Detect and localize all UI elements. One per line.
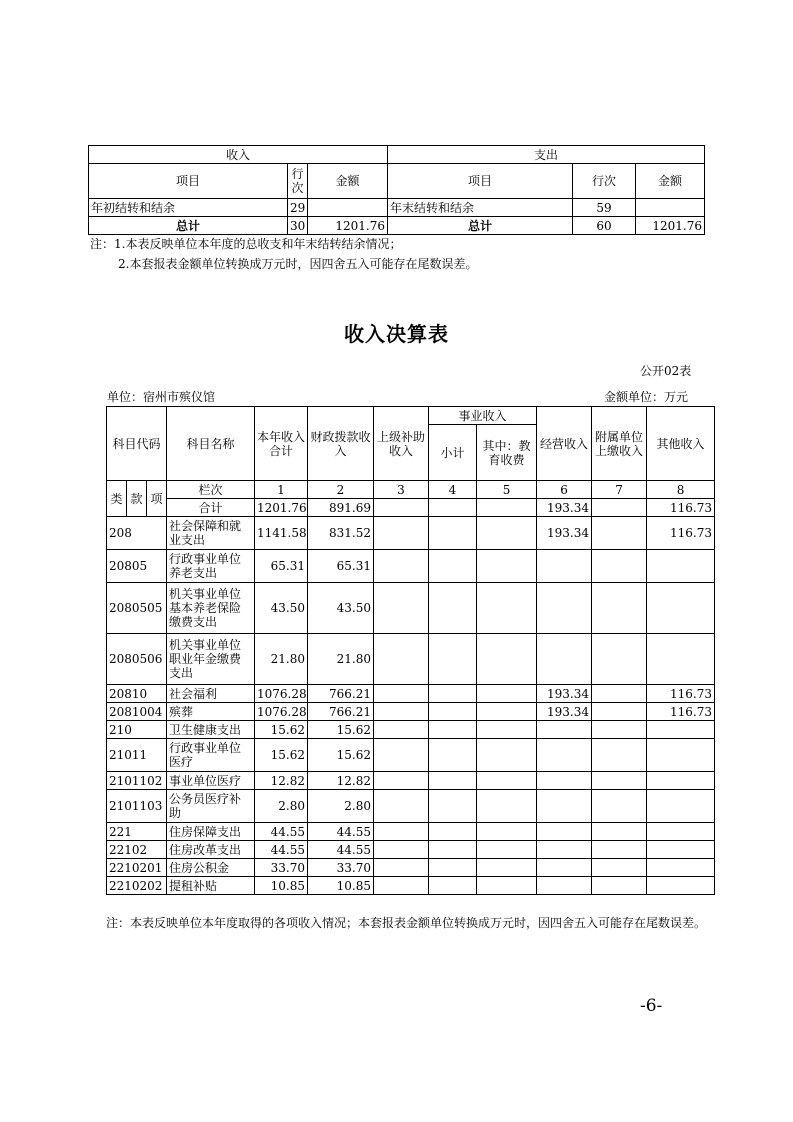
header-total: 本年收入合计 xyxy=(255,407,308,481)
row-fiscal: 891.69 xyxy=(308,499,374,517)
table1-note-2: 2.本套报表金额单位转换成万元时，因四舍五入可能存在尾数误差。 xyxy=(118,257,478,271)
row-name: 社会保障和就业支出 xyxy=(167,517,255,550)
col-amount-left: 金额 xyxy=(308,164,388,199)
header-kuan: 款 xyxy=(127,481,147,517)
row-code: 2210201 xyxy=(107,859,167,877)
row-other: 116.73 xyxy=(647,685,715,703)
income-table xyxy=(106,406,715,895)
row-total: 1076.28 xyxy=(255,685,308,703)
table-row xyxy=(107,790,715,823)
item-left: 总计 xyxy=(89,217,288,235)
row-right: 59 xyxy=(573,199,636,217)
header-edu: 其中：教育收费 xyxy=(477,425,537,481)
colnum-5: 5 xyxy=(477,481,537,499)
row-code: 20810 xyxy=(107,685,167,703)
table-row xyxy=(107,634,715,685)
header-code: 科目代码 xyxy=(107,407,167,481)
row-operating: 193.34 xyxy=(537,499,592,517)
header-business: 事业收入 xyxy=(429,407,537,425)
form-code: 公开02表 xyxy=(640,364,692,378)
row-code: 22102 xyxy=(107,841,167,859)
colnum-7: 7 xyxy=(592,481,647,499)
amount-left: 1201.76 xyxy=(308,217,388,235)
row-total: 21.80 xyxy=(255,634,308,685)
row-name: 公务员医疗补助 xyxy=(167,790,255,823)
row-fiscal: 2.80 xyxy=(308,790,374,823)
header-upper: 上级补助收入 xyxy=(374,407,429,481)
row-operating: 193.34 xyxy=(537,685,592,703)
amount-left xyxy=(308,199,388,217)
summary-table xyxy=(88,145,705,235)
row-code: 20805 xyxy=(107,550,167,583)
row-fiscal: 44.55 xyxy=(308,823,374,841)
row-code: 210 xyxy=(107,721,167,739)
item-right: 年末结转和结余 xyxy=(388,199,573,217)
row-name: 住房改革支出 xyxy=(167,841,255,859)
table-row xyxy=(107,583,715,634)
row-code: 221 xyxy=(107,823,167,841)
header-lei: 类 xyxy=(107,481,127,517)
row-fiscal: 43.50 xyxy=(308,583,374,634)
row-code: 208 xyxy=(107,517,167,550)
row-total: 15.62 xyxy=(255,721,308,739)
item-right: 总计 xyxy=(388,217,573,235)
colnum-3: 3 xyxy=(374,481,429,499)
colnum-6: 6 xyxy=(537,481,592,499)
table-row xyxy=(107,841,715,859)
row-name: 殡葬 xyxy=(167,703,255,721)
row-other: 116.73 xyxy=(647,499,715,517)
row-other: 116.73 xyxy=(647,517,715,550)
income-header: 收入 xyxy=(89,146,388,164)
row-fiscal: 44.55 xyxy=(308,841,374,859)
table-row xyxy=(89,217,705,235)
row-other: 116.73 xyxy=(647,703,715,721)
header-operating: 经营收入 xyxy=(537,407,592,481)
row-name: 事业单位医疗 xyxy=(167,772,255,790)
table-row xyxy=(107,772,715,790)
page-number: -6- xyxy=(640,996,663,1016)
row-code: 2081004 xyxy=(107,703,167,721)
row-code: 2080506 xyxy=(107,634,167,685)
row-total: 43.50 xyxy=(255,583,308,634)
row-fiscal: 766.21 xyxy=(308,703,374,721)
row-total: 44.55 xyxy=(255,823,308,841)
row-total: 10.85 xyxy=(255,877,308,895)
table-row xyxy=(107,739,715,772)
row-name: 合计 xyxy=(167,499,255,517)
row-fiscal: 12.82 xyxy=(308,772,374,790)
row-code: 2210202 xyxy=(107,877,167,895)
col-item-left: 项目 xyxy=(89,164,288,199)
header-affiliate: 附属单位上缴收入 xyxy=(592,407,647,481)
table-row xyxy=(107,703,715,721)
table-row xyxy=(107,517,715,550)
row-code: 2101103 xyxy=(107,790,167,823)
row-fiscal: 15.62 xyxy=(308,721,374,739)
amount-right: 1201.76 xyxy=(636,217,705,235)
amount-right xyxy=(636,199,705,217)
row-code: 21011 xyxy=(107,739,167,772)
colnum-4: 4 xyxy=(429,481,477,499)
row-total: 65.31 xyxy=(255,550,308,583)
row-left: 30 xyxy=(288,217,308,235)
row-fiscal: 21.80 xyxy=(308,634,374,685)
col-item-right: 项目 xyxy=(388,164,573,199)
table2-note: 注：本表反映单位本年度取得的各项收入情况；本套报表金额单位转换成万元时，因四舍五入可能存在尾数误差。 xyxy=(106,916,707,930)
row-total: 1141.58 xyxy=(255,517,308,550)
row-name: 机关事业单位基本养老保险缴费支出 xyxy=(167,583,255,634)
row-total: 2.80 xyxy=(255,790,308,823)
row-total: 1076.28 xyxy=(255,703,308,721)
row-total: 12.82 xyxy=(255,772,308,790)
row-code: 2101102 xyxy=(107,772,167,790)
table-row xyxy=(107,823,715,841)
row-name: 卫生健康支出 xyxy=(167,721,255,739)
row-fiscal: 10.85 xyxy=(308,877,374,895)
expense-header: 支出 xyxy=(388,146,705,164)
table-row xyxy=(107,550,715,583)
row-code: 2080505 xyxy=(107,583,167,634)
item-left: 年初结转和结余 xyxy=(89,199,288,217)
colnum-8: 8 xyxy=(647,481,715,499)
header-other: 其他收入 xyxy=(647,407,715,481)
currency-label: 金额单位：万元 xyxy=(604,390,689,404)
table-row xyxy=(107,859,715,877)
row-operating: 193.34 xyxy=(537,703,592,721)
row-fiscal: 766.21 xyxy=(308,685,374,703)
unit-label: 单位：宿州市殡仪馆 xyxy=(107,390,216,404)
colnum-1: 1 xyxy=(255,481,308,499)
colnum-2: 2 xyxy=(308,481,374,499)
row-total: 33.70 xyxy=(255,859,308,877)
row-fiscal: 831.52 xyxy=(308,517,374,550)
col-row-left: 行次 xyxy=(288,164,308,199)
header-xiang: 项 xyxy=(147,481,167,517)
row-name: 行政事业单位养老支出 xyxy=(167,550,255,583)
row-name: 住房保障支出 xyxy=(167,823,255,841)
row-name: 机关事业单位职业年金缴费支出 xyxy=(167,634,255,685)
col-amount-right: 金额 xyxy=(636,164,705,199)
row-fiscal: 33.70 xyxy=(308,859,374,877)
row-total: 44.55 xyxy=(255,841,308,859)
row-left: 29 xyxy=(288,199,308,217)
table-row xyxy=(107,499,715,517)
header-name: 科目名称 xyxy=(167,407,255,481)
row-name: 行政事业单位医疗 xyxy=(167,739,255,772)
row-name: 提租补贴 xyxy=(167,877,255,895)
col-row-right: 行次 xyxy=(573,164,636,199)
table-row xyxy=(107,685,715,703)
table-row xyxy=(107,721,715,739)
table-row xyxy=(89,199,705,217)
row-fiscal: 15.62 xyxy=(308,739,374,772)
row-operating: 193.34 xyxy=(537,517,592,550)
header-fiscal: 财政拨款收入 xyxy=(308,407,374,481)
page-title: 收入决算表 xyxy=(344,322,449,346)
row-name: 住房公积金 xyxy=(167,859,255,877)
header-col: 栏次 xyxy=(167,481,255,499)
row-total: 15.62 xyxy=(255,739,308,772)
table-row xyxy=(107,877,715,895)
row-fiscal: 65.31 xyxy=(308,550,374,583)
row-right: 60 xyxy=(573,217,636,235)
row-total: 1201.76 xyxy=(255,499,308,517)
header-subtotal: 小计 xyxy=(429,425,477,481)
row-name: 社会福利 xyxy=(167,685,255,703)
table1-note-1: 注：1.本表反映单位本年度的总收支和年末结转结余情况； xyxy=(90,237,402,251)
